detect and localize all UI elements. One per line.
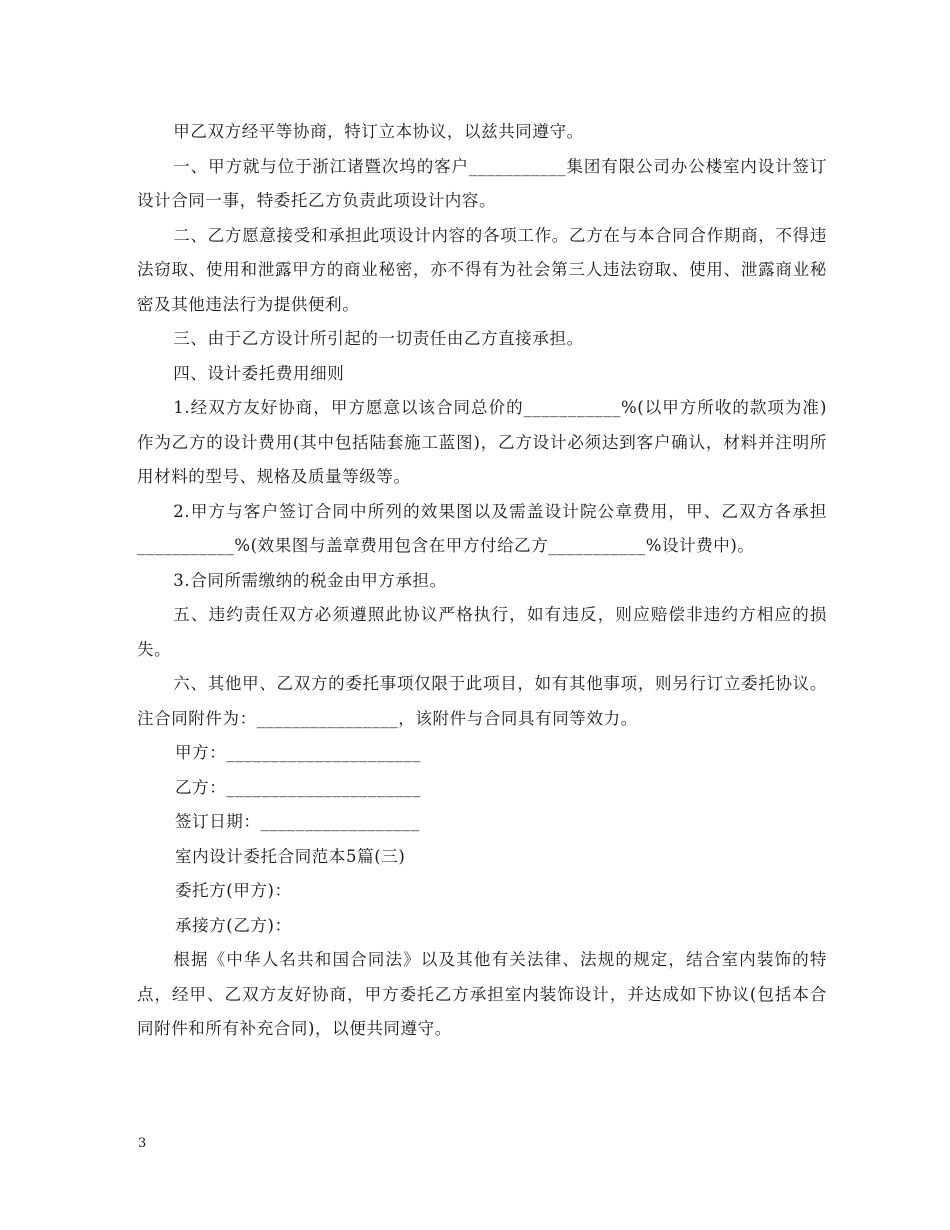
clause-5-paragraph: 五、违约责任双方必须遵照此协议严格执行，如有违反，则应赔偿非违约方相应的损失。	[137, 605, 827, 659]
signing-date-line: 签订日期：__________________	[175, 812, 420, 831]
clause-3-paragraph: 三、由于乙方设计所引起的一切责任由乙方直接承担。	[173, 329, 584, 348]
fee-item-2: 2.甲方与客户签订合同中所列的效果图以及需盖设计院公章费用，甲、乙双方各承担___________%(效果图与盖章费用包含在甲方付给乙方___________%设计费中)。	[137, 501, 827, 555]
clause-1-paragraph: 一、甲方就与位于浙江诸暨次坞的客户___________集团有限公司办公楼室内设计签订设计合同一事，特委托乙方负责此项设计内容。	[137, 156, 827, 210]
section-title: 室内设计委托合同范本5篇(三)	[175, 846, 406, 866]
party-b-signature-line: 乙方：______________________	[175, 777, 421, 797]
contractor-party-line: 承接方(乙方)：	[175, 915, 292, 935]
fee-item-1: 1.经双方友好协商，甲方愿意以该合同总价的___________%(以甲方所收的款项为准)作为乙方的设计费用(其中包括陆套施工蓝图)，乙方设计必须达到客户确认，材料并注明所用材料的型号、规格及质量等级等。	[137, 398, 827, 486]
clause-6-paragraph: 六、其他甲、乙双方的委托事项仅限于此项目，如有其他事项，则另行订立委托协议。注合同附件为：________________，该附件与合同具有同等效力。	[137, 674, 827, 728]
clause-4-heading: 四、设计委托费用细则	[173, 363, 345, 383]
page-number: 3	[138, 1136, 147, 1151]
party-a-signature-line: 甲方：______________________	[175, 743, 421, 762]
clause-2-paragraph: 二、乙方愿意接受和承担此项设计内容的各项工作。乙方在与本合同合作期商，不得违法窃取、使用和泄露甲方的商业秘密，亦不得有为社会第三人违法窃取、使用、泄露商业秘密及其他违法行为提供便利。	[137, 225, 827, 314]
document-body	[137, 115, 827, 1047]
client-party-line: 委托方(甲方)：	[175, 881, 292, 900]
fee-item-3: 3.合同所需缴纳的税金由甲方承担。	[173, 570, 447, 590]
intro-paragraph: 甲乙双方经平等协商，特订立本协议，以兹共同遵守。	[173, 122, 584, 141]
closing-paragraph: 根据《中华人名共和国合同法》以及其他有关法律、法规的规定，结合室内装饰的特点，经甲、乙双方友好协商，甲方委托乙方承担室内装饰设计，并达成如下协议(包括本合同附件和所有补充合同)，以便共同遵守。	[137, 950, 827, 1038]
